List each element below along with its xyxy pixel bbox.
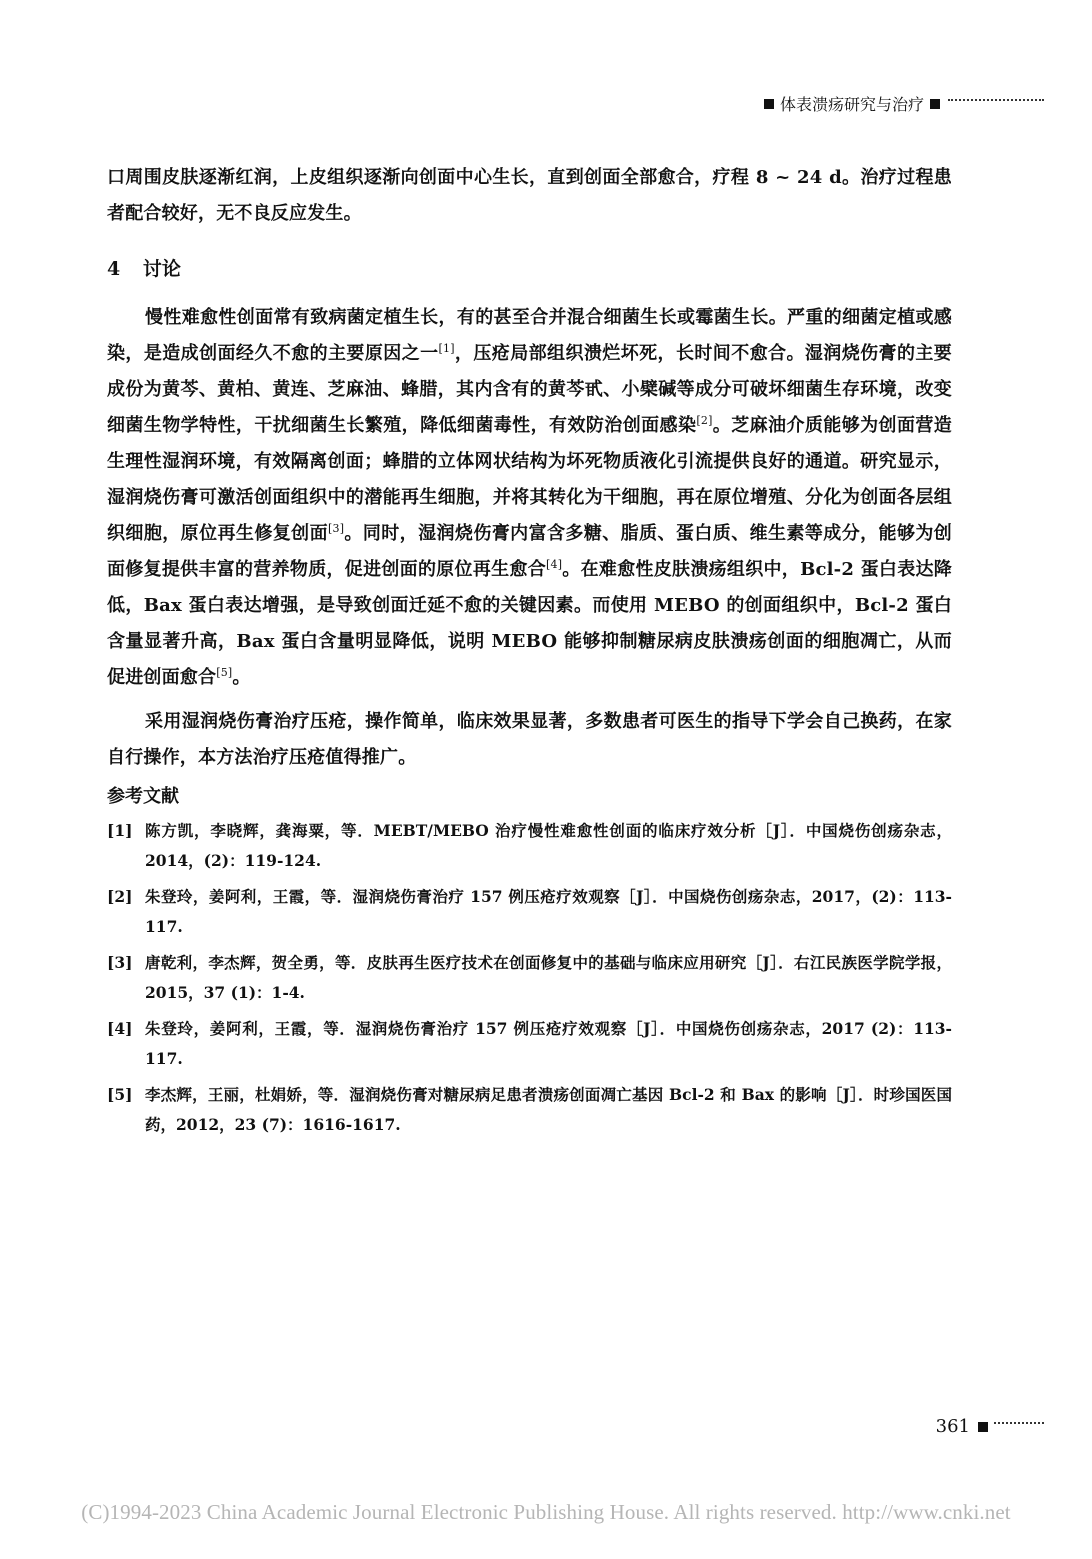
citation-2[interactable]: [2] [696, 414, 713, 427]
reference-item [107, 948, 952, 1008]
square-bullet-icon [930, 99, 940, 109]
reference-item [107, 882, 952, 942]
copyright-watermark: (C)1994-2023 China Academic Journal Electronic Publishing House. All rights reserved. http://www.cnki.net [81, 1500, 1011, 1524]
dotted-rule [994, 1422, 1044, 1424]
text-segment: 。 [232, 667, 251, 688]
text-segment: 慢性难愈性创面常有致病菌定植生长，有的甚至合并混合细菌生长或霉菌生长。严重的细菌定植或感染，是造成创面经久不愈的主要原因之一 [107, 307, 952, 364]
reference-number: [5] [107, 1085, 133, 1104]
square-bullet-icon [764, 99, 774, 109]
reference-text: 朱登玲，姜阿利，王霞，等．湿润烧伤膏治疗 157 例压疮疗效观察［J］．中国烧伤创疡杂志，2017，(2)：113-117. [145, 887, 952, 936]
reference-number: [1] [107, 821, 133, 840]
text-segment: 。在难愈性皮肤溃疡组织中，Bcl-2 蛋白表达降低，Bax 蛋白表达增强，是导致创面迁延不愈的关键因素。而使用 MEBO 的创面组织中，Bcl-2 蛋白含量显著升高，Bax 蛋白含量明显降低，说明 MEBO 能够抑制糖尿病皮肤溃疡创面的细胞凋亡，从而促进创面愈合 [107, 559, 952, 688]
running-header [758, 92, 1044, 115]
reference-number: [2] [107, 887, 133, 906]
citation-5[interactable]: [5] [216, 666, 233, 679]
intro-paragraph: 口周围皮肤逐渐红润，上皮组织逐渐向创面中心生长，直到创面全部愈合，疗程 8 ~ 24 d。治疗过程患者配合较好，无不良反应发生。 [107, 167, 952, 224]
references-title: 参考文献 [107, 786, 179, 807]
reference-text: 唐乾利，李杰辉，贺全勇，等．皮肤再生医疗技术在创面修复中的基础与临床应用研究［J］．右江民族医学院学报，2015，37 (1)：1-4. [145, 953, 952, 1002]
square-bullet-icon [978, 1422, 988, 1432]
discussion-paragraph-2: 采用湿润烧伤膏治疗压疮，操作简单，临床效果显著，多数患者可医生的指导下学会自己换药，在家自行操作，本方法治疗压疮值得推广。 [107, 711, 952, 768]
citation-4[interactable]: [4] [546, 558, 563, 571]
text-segment: 。同时，湿润烧伤膏内富含多糖、脂质、蛋白质、维生素等成分，能够为创面修复提供丰富的营养物质，促进创面的原位再生愈合 [107, 523, 952, 580]
citation-1[interactable]: [1] [438, 342, 455, 355]
reference-text: 朱登玲，姜阿利，王霞，等．湿润烧伤膏治疗 157 例压疮疗效观察［J］．中国烧伤创疡杂志，2017 (2)：113-117. [145, 1019, 952, 1068]
reference-item [107, 816, 952, 876]
reference-text: 陈方凯，李晓辉，龚海粟，等．MEBT/MEBO 治疗慢性难愈性创面的临床疗效分析［J］．中国烧伤创疡杂志，2014，(2)：119-124. [145, 821, 952, 870]
discussion-paragraph-1 [107, 300, 952, 696]
reference-number: [3] [107, 953, 133, 972]
reference-number: [4] [107, 1019, 133, 1038]
reference-item [107, 1014, 952, 1074]
page-number-block [936, 1416, 1044, 1437]
dotted-rule [948, 99, 1044, 101]
reference-text: 李杰辉，王丽，杜娟娇，等．湿润烧伤膏对糖尿病足患者溃疡创面凋亡基因 Bcl-2 和 Bax 的影响［J］．时珍国医国药，2012，23 (7)：1616-1617. [145, 1085, 952, 1134]
reference-list [107, 816, 952, 1140]
reference-item [107, 1080, 952, 1140]
header-title: 体表溃疡研究与治疗 [779, 95, 924, 114]
article-body [107, 160, 952, 1146]
text-segment: ，压疮局部组织溃烂坏死，长时间不愈合。湿润烧伤膏的主要成份为黄芩、黄柏、黄连、芝麻油、蜂腊，其内含有的黄芩甙、小檗碱等成分可破坏细菌生存环境，改变细菌生物学特性，干扰细菌生长繁殖，降低细菌毒性，有效防治创面感染 [107, 343, 952, 436]
section-title: 讨论 [142, 258, 181, 280]
section-heading [107, 254, 952, 284]
page-number: 361 [935, 1416, 970, 1437]
section-number: 4 [107, 258, 121, 280]
text-segment: 。芝麻油介质能够为创面营造生理性湿润环境，有效隔离创面；蜂腊的立体网状结构为坏死物质液化引流提供良好的通道。研究显示，湿润烧伤膏可激活创面组织中的潜能再生细胞，并将其转化为干细胞，再在原位增殖、分化为创面各层组织细胞，原位再生修复创面 [107, 415, 952, 544]
citation-3[interactable]: [3] [328, 522, 345, 535]
